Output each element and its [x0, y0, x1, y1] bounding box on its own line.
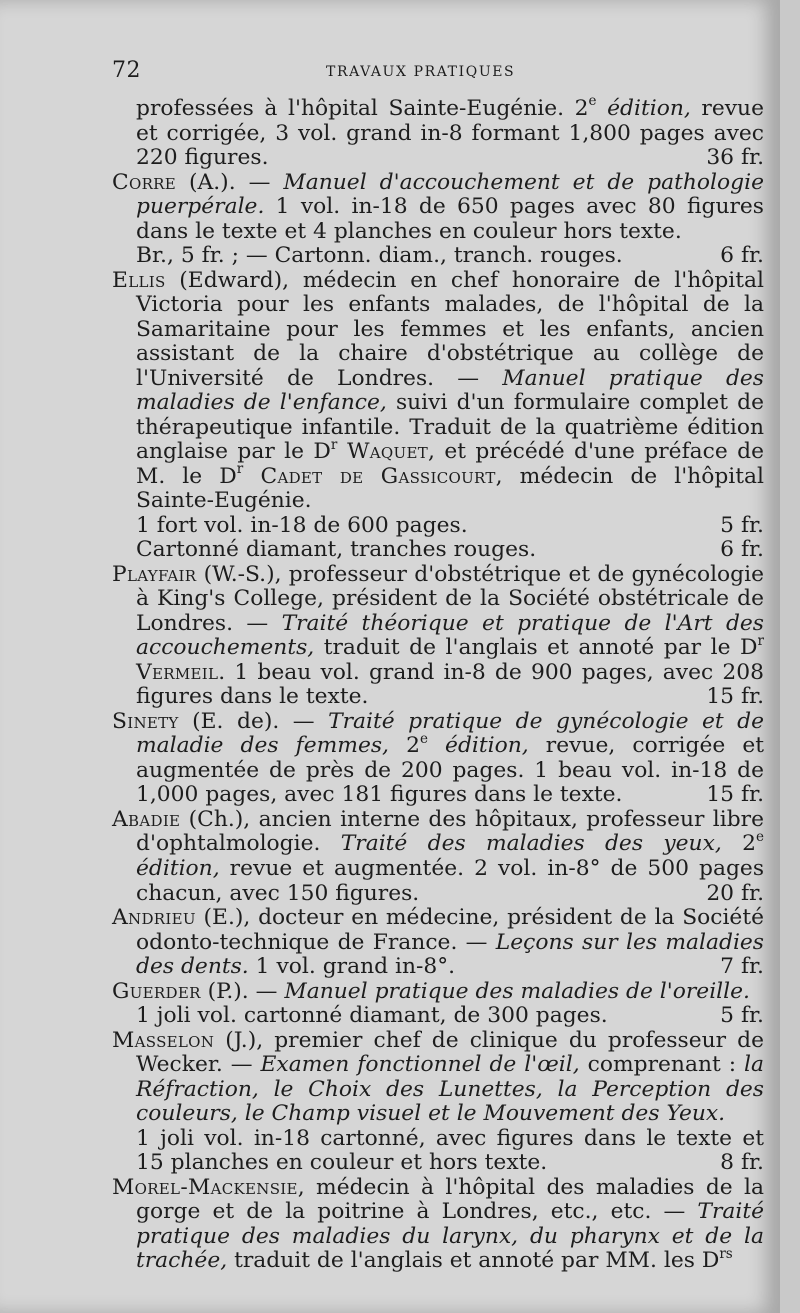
author-name: Ellis	[112, 267, 166, 293]
author-name: Abadie	[112, 806, 181, 832]
price-line: 1 joli vol. in-18 cartonné, avec figures dans le texte et 15 planches en couleur et hors texte. 8 fr.	[136, 1125, 764, 1176]
entry-sinety: Sinety (E. de). — Traité pratique de gynécologie et de maladie des femmes, 2e édition, revue, corrigée et augmentée de près de 200 pages. 1 beau vol. in-18 de 1,000 pages, avec 181 figures dans le texte. 15 fr.	[112, 708, 765, 808]
author-name: Andrieu	[112, 905, 196, 931]
author-name: Guerder	[112, 978, 201, 1004]
price: 8 fr.	[720, 1150, 764, 1176]
price: 15 fr.	[706, 782, 764, 808]
price-line: 1 joli vol. cartonné diamant, de 300 pages. 5 fr.	[136, 1003, 764, 1029]
price-line: Br., 5 fr. ; — Cartonn. diam., tranch. rouges. 6 fr.	[136, 243, 764, 269]
author-name: Masselon	[112, 1027, 215, 1053]
entry-playfair: Playfair (W.-S.), professeur d'obstétrique et de gynécologie à King's College, président de la Société obstétricale de Londres. — Traité théorique et pratique de l'Art des accouchements, traduit de l'anglais et annoté par le $D^r$ Vermeil. 1 beau vol. grand in-8 de 900 pages, avec 208 figures dans le texte. 15 fr.	[112, 561, 764, 710]
running-title: TRAVAUX PRATIQUES	[326, 64, 516, 80]
author-name: Corre	[112, 169, 177, 195]
price: 20 fr.	[706, 880, 764, 906]
price: 5 fr.	[720, 512, 764, 538]
price: 36 fr.	[706, 145, 764, 171]
price-line: 1 fort vol. in-18 de 600 pages. 5 fr.	[136, 512, 764, 538]
price: 15 fr.	[706, 684, 764, 710]
price: 6 fr.	[720, 243, 764, 269]
entry-morel-mackensie: Morel-Mackensie, médecin à l'hôpital des maladies de la gorge et de la poitrine à Londres, etc., etc. — Traité pratique des maladies du larynx, du pharynx et de la trachée, traduit de l'anglais et annoté par MM. les $D^{rs}$	[112, 1174, 764, 1274]
price: 7 fr.	[720, 954, 764, 980]
entry-ellis: Ellis (Edward), médecin en chef honoraire de l'hôpital Victoria pour les enfants malades, de l'hôpital de la Samaritaine pour les femmes et les enfants, ancien assistant de la chaire d'obstétrique au collège de l'Université de Londres. — Manuel pratique des maladies de l'enfance, suivi d'un formulaire complet de thérapeutique infantile. Traduit de la quatrième édition anglaise par le $D^r$ Waquet, et précédé d'une préface de M. le $D^r$ Cadet de Gassicourt, médecin de l'hôpital Sainte-Eugénie.	[112, 267, 765, 514]
price-line: Cartonné diamant, tranches rouges. 6 fr.	[136, 537, 764, 563]
entry-andrieu: Andrieu (E.), docteur en médecine, président de la Société odonto-technique de France. — Leçons sur les maladies des dents. 1 vol. grand in-8°. 7 fr.	[112, 905, 764, 980]
page-number: 72	[112, 58, 141, 83]
entry-abadie: Abadie (Ch.), ancien interne des hôpitaux, professeur libre d'ophtalmologie. Traité des maladies des yeux, 2e édition, revue et augmentée. 2 vol. in-8° de 500 pages chacun, avec 150 figures. 20 fr.	[112, 806, 764, 906]
price: 5 fr.	[720, 1003, 764, 1029]
entry-continued: professées à l'hôpital Sainte-Eugénie. 2e édition, revue et corrigée, 3 vol. grand in-8 formant 1,800 pages avec 220 figures. 36 fr.	[136, 93, 764, 171]
author-name: Morel-Mackensie	[112, 1174, 298, 1200]
author-name: Playfair	[112, 561, 197, 587]
author-name: Sinety	[112, 708, 179, 734]
page-header	[112, 58, 744, 86]
entry-guerder: Guerder (P.). — Manuel pratique des maladies de l'oreille.	[112, 978, 750, 1004]
entry-corre: Corre (A.). — Manuel d'accouchement et de pathologie puerpérale. 1 vol. in-18 de 650 pages avec 80 figures dans le texte et 4 planches en couleur hors texte.	[112, 169, 764, 244]
entry-masselon: Masselon (J.), premier chef de clinique du professeur de Wecker. — Examen fonctionnel de l'œil, comprenant : la Réfraction, le Choix des Lunettes, la Perception des couleurs, le Champ visuel et le Mouvement des Yeux.	[112, 1027, 764, 1127]
page-body	[112, 93, 765, 1274]
price: 6 fr.	[720, 537, 764, 563]
